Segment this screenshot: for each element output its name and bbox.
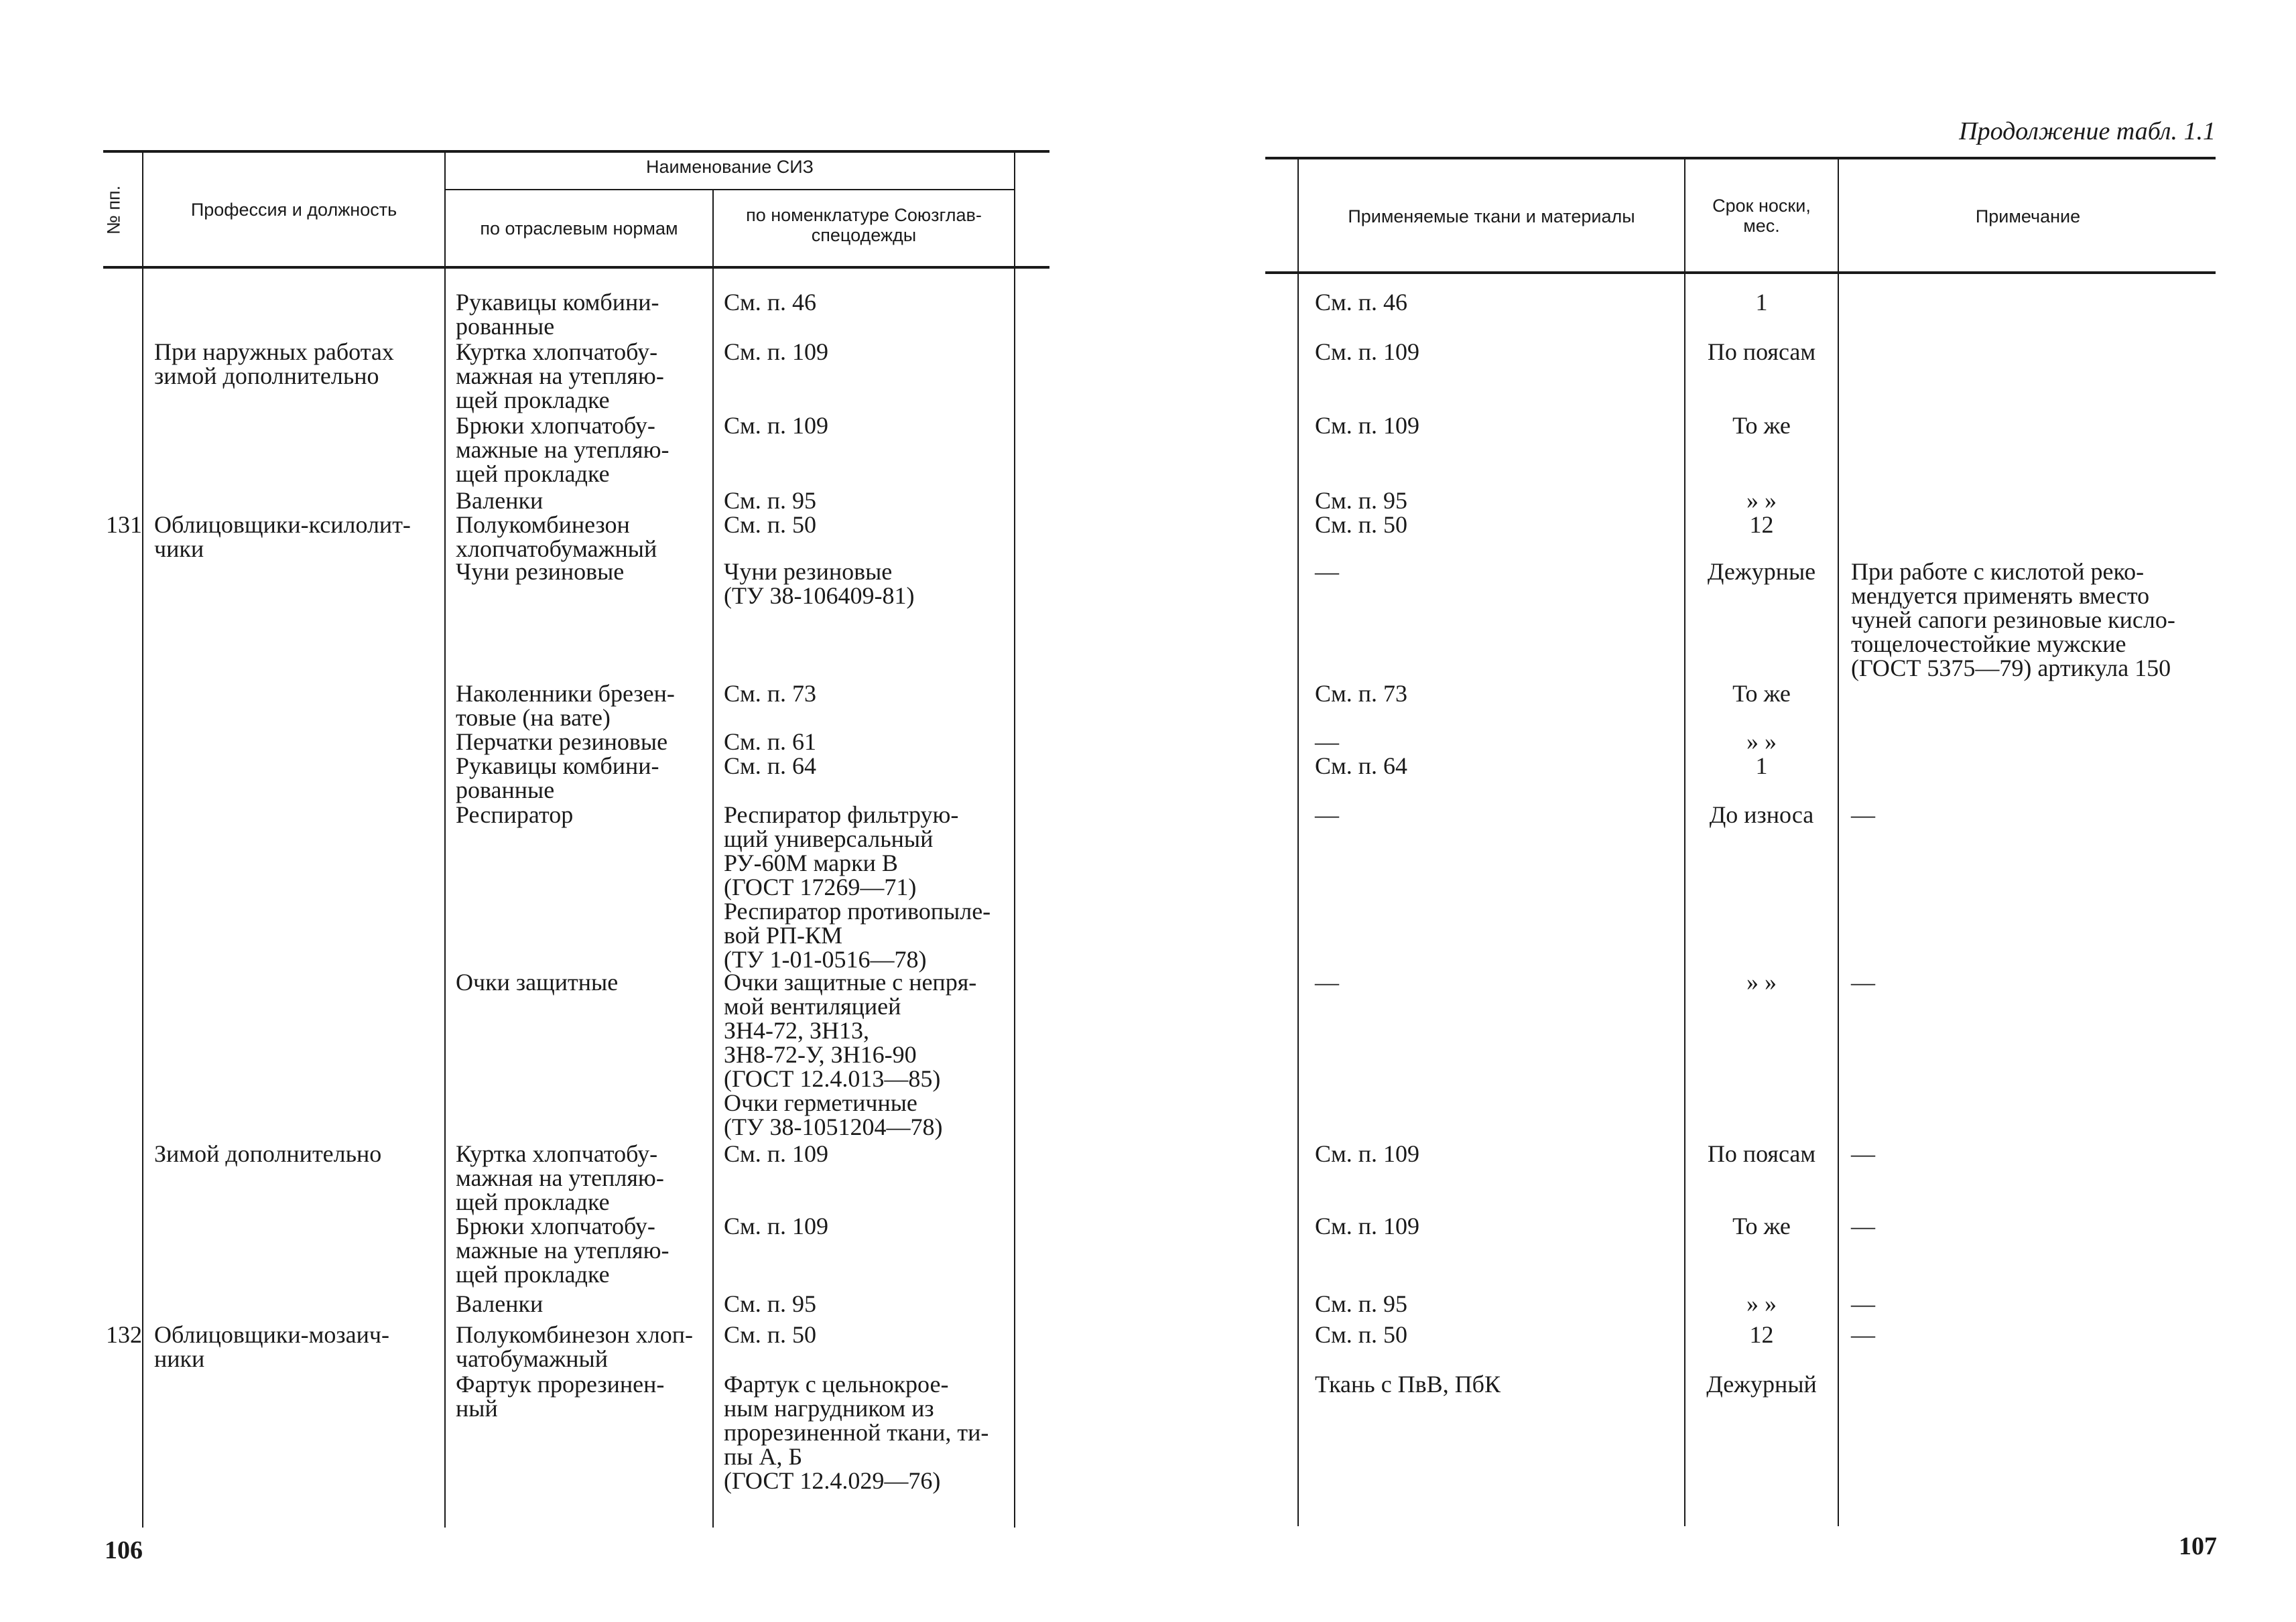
table-cell-materials: —	[1315, 558, 1339, 585]
table-cell-profession: Зимой дополнительно	[154, 1140, 382, 1167]
right-col-rule-1	[1297, 159, 1299, 1526]
table-cell-materials: —	[1315, 728, 1339, 755]
table-cell-materials: См. п. 109	[1315, 1213, 1420, 1239]
table-cell-note: —	[1851, 1290, 1875, 1317]
table-cell-note: —	[1851, 1321, 1875, 1348]
table-cell-industry: Валенки	[456, 1290, 544, 1317]
table-cell-period: До износа	[1709, 801, 1814, 828]
table-cell-nomenclature: Очки защитные с непря- мой вентиляцией ЗН4-72, ЗН13, ЗН8-72-У, ЗН16-90 (ГОСТ 12.4.013—85) Очки герметичные (ТУ 38-1051204—78)	[724, 969, 977, 1140]
table-cell-num: 132	[106, 1321, 142, 1348]
table-cell-period: По поясам	[1707, 1140, 1816, 1167]
table-cell-period: 1	[1755, 752, 1768, 779]
table-cell-profession: Облицовщики-мозаич- ники	[154, 1321, 389, 1372]
table-cell-nomenclature: См. п. 64	[724, 752, 817, 779]
table-cell-materials: См. п. 109	[1315, 338, 1420, 365]
table-cell-materials: См. п. 50	[1315, 511, 1408, 538]
table-cell-nomenclature: См. п. 95	[724, 487, 817, 514]
table-cell-period: 12	[1749, 1321, 1774, 1348]
table-cell-materials: См. п. 46	[1315, 289, 1408, 316]
table-cell-num: 131	[106, 511, 142, 538]
table-cell-period: Дежурные	[1707, 558, 1816, 585]
table-cell-industry: Куртка хлопчатобу- мажная на утепляю- щей прокладке	[456, 338, 664, 413]
table-cell-industry: Полукомбинезон хлопчатобумажный	[456, 511, 657, 562]
header-industry-norms: по отраслевым нормам	[480, 218, 678, 239]
table-cell-industry: Респиратор	[456, 801, 574, 828]
left-col-rule-1	[142, 153, 143, 1528]
table-cell-materials: См. п. 64	[1315, 752, 1408, 779]
table-cell-note: —	[1851, 1213, 1875, 1239]
table-cell-period: По поясам	[1707, 338, 1816, 365]
table-cell-materials: Ткань с ПвВ, ПбК	[1315, 1371, 1501, 1398]
table-cell-industry: Куртка хлопчатобу- мажная на утепляю- щей прокладке	[456, 1140, 664, 1215]
table-cell-materials: См. п. 95	[1315, 1290, 1408, 1317]
table-cell-materials: См. п. 50	[1315, 1321, 1408, 1348]
table-cell-note: При работе с кислотой реко- мендуется применять вместо чуней сапоги резиновые кисло- тощелочестойкие мужские (ГОСТ 5375—79) артикула 150	[1851, 558, 2175, 681]
table-cell-nomenclature: См. п. 46	[724, 289, 817, 316]
table-cell-materials: —	[1315, 969, 1339, 996]
table-cell-industry: Фартук прорезинен- ный	[456, 1371, 665, 1422]
header-note: Примечание	[1975, 206, 2081, 226]
table-cell-materials: См. п. 95	[1315, 487, 1408, 514]
left-page-number: 106	[105, 1536, 143, 1564]
table-cell-period: То же	[1732, 680, 1791, 707]
table-cell-period: 1	[1755, 289, 1768, 316]
table-cell-industry: Наколенники брезен- товые (на вате)	[456, 680, 675, 731]
table-cell-period: То же	[1732, 412, 1791, 439]
table-cell-note: —	[1851, 801, 1875, 828]
left-top-rule	[103, 150, 1049, 153]
table-cell-industry: Рукавицы комбини- рованные	[456, 289, 659, 340]
table-cell-period: » »	[1746, 487, 1777, 514]
table-cell-nomenclature: См. п. 109	[724, 1213, 829, 1239]
table-cell-profession: При наружных работах зимой дополнительно	[154, 338, 394, 389]
left-col-rule-3	[712, 190, 714, 1528]
table-cell-nomenclature: Респиратор фильтрую- щий универсальный РУ-60М марки В (ГОСТ 17269—71) Респиратор противопыле- вой РП-КМ (ТУ 1-01-0516—78)	[724, 801, 991, 973]
table-cell-nomenclature: Фартук с цельнокрое- ным нагрудником из прорезиненной ткани, ти- пы А, Б (ГОСТ 12.4.029—76)	[724, 1371, 989, 1494]
table-cell-nomenclature: Чуни резиновые (ТУ 38-106409-81)	[724, 558, 915, 609]
table-cell-period: » »	[1746, 728, 1777, 755]
table-cell-industry: Полукомбинезон хлоп- чатобумажный	[456, 1321, 694, 1372]
right-col-rule-3	[1838, 159, 1839, 1526]
table-cell-period: » »	[1746, 1290, 1777, 1317]
left-header-bottom-rule	[103, 266, 1049, 269]
header-wear-period: Срок носки, мес.	[1712, 196, 1811, 236]
table-cell-materials: См. п. 109	[1315, 1140, 1420, 1167]
table-cell-nomenclature: См. п. 109	[724, 412, 829, 439]
table-cell-nomenclature: См. п. 50	[724, 511, 817, 538]
right-col-rule-2	[1684, 159, 1685, 1526]
table-cell-profession: Облицовщики-ксилолит- чики	[154, 511, 411, 562]
header-num: № пп.	[103, 185, 124, 235]
table-cell-note: —	[1851, 969, 1875, 996]
table-cell-industry: Очки защитные	[456, 969, 619, 996]
table-cell-industry: Брюки хлопчатобу- мажные на утепляю- щей прокладке	[456, 1213, 669, 1288]
left-col-rule-2	[444, 153, 446, 1528]
table-cell-industry: Валенки	[456, 487, 544, 514]
table-cell-period: » »	[1746, 969, 1777, 996]
table-cell-period: То же	[1732, 1213, 1791, 1239]
table-cell-nomenclature: См. п. 73	[724, 680, 817, 707]
table-cell-nomenclature: См. п. 61	[724, 728, 817, 755]
table-cell-nomenclature: См. п. 95	[724, 1290, 817, 1317]
right-top-rule	[1265, 157, 2216, 159]
table-cell-nomenclature: См. п. 50	[724, 1321, 817, 1348]
right-header-bottom-rule	[1265, 271, 2216, 274]
header-profession: Профессия и должность	[190, 200, 397, 220]
table-cell-materials: См. п. 109	[1315, 412, 1420, 439]
table-continuation-caption: Продолжение табл. 1.1	[1959, 117, 2216, 145]
left-col-rule-4	[1014, 153, 1015, 1528]
header-materials: Применяемые ткани и материалы	[1348, 206, 1635, 226]
right-page-number: 107	[2179, 1532, 2217, 1560]
header-siz-group: Наименование СИЗ	[646, 157, 814, 177]
table-cell-industry: Перчатки резиновые	[456, 728, 668, 755]
table-cell-note: —	[1851, 1140, 1875, 1167]
table-cell-industry: Рукавицы комбини- рованные	[456, 752, 659, 803]
table-cell-industry: Брюки хлопчатобу- мажные на утепляю- щей прокладке	[456, 412, 669, 487]
header-nomenclature: по номенклатуре Союзглав- спецодежды	[746, 205, 982, 245]
left-siz-subrule	[444, 189, 1014, 190]
table-cell-materials: См. п. 73	[1315, 680, 1408, 707]
table-cell-nomenclature: См. п. 109	[724, 338, 829, 365]
table-cell-materials: —	[1315, 801, 1339, 828]
table-cell-industry: Чуни резиновые	[456, 558, 625, 585]
table-cell-nomenclature: См. п. 109	[724, 1140, 829, 1167]
table-cell-period: 12	[1749, 511, 1774, 538]
table-cell-period: Дежурный	[1706, 1371, 1817, 1398]
